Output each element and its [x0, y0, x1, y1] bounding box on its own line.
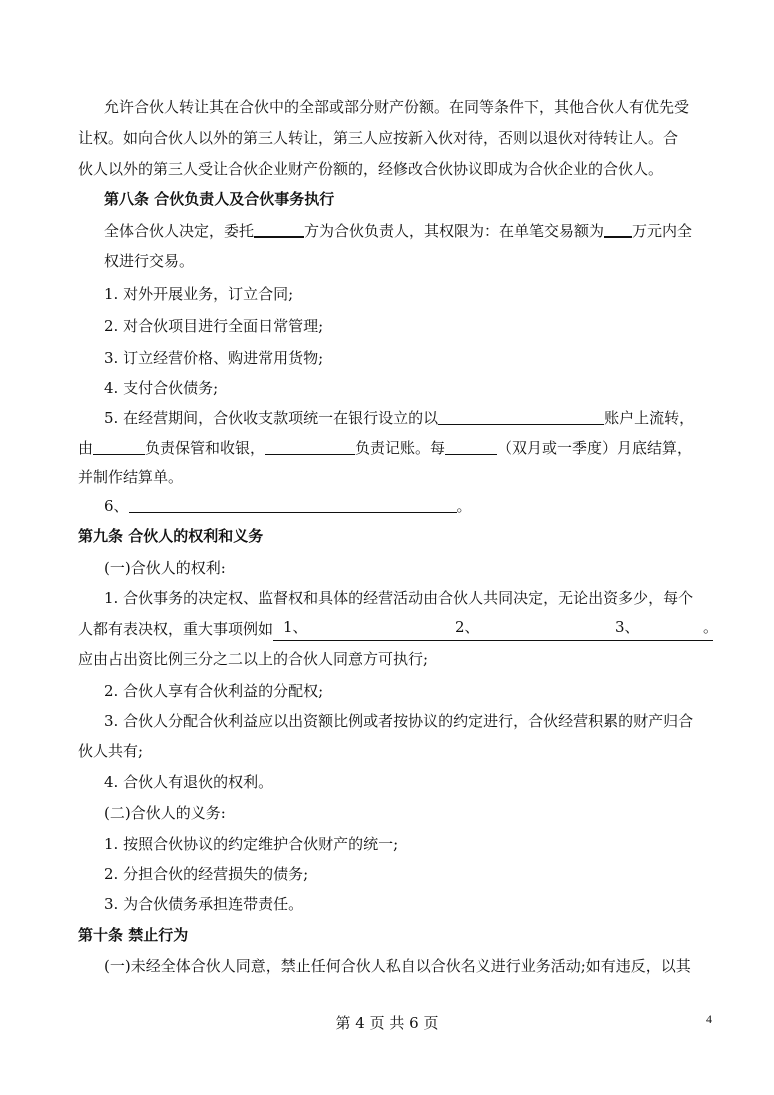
- paragraph-line: 允许合伙人转让其在合伙中的全部或部分财产份额。在同等条件下，其他合伙人有优先受: [104, 98, 690, 116]
- article-9-heading: 第九条 合伙人的权利和义务: [78, 527, 264, 545]
- list-item: 3. 合伙人分配合伙利益应以出资额比例或者按协议的约定进行，合伙经营积累的财产归合: [104, 712, 694, 730]
- text-segment: 。: [456, 497, 472, 515]
- blank-field[interactable]: [129, 496, 457, 513]
- list-item: 3. 订立经营价格、购进常用货物;: [104, 349, 324, 367]
- page-footer: 第 4 页 共 6 页: [335, 1014, 439, 1032]
- list-item: 3. 为合伙债务承担连带责任。: [104, 895, 304, 913]
- text-segment: 由: [78, 439, 94, 457]
- blank-field[interactable]: [265, 438, 355, 455]
- paragraph-line: 让权。如向合伙人以外的第三人转让，第三人应按新入伙对待，否则以退伙对待转让人。合: [78, 129, 679, 147]
- list-item: 4. 合伙人有退伙的权利。: [104, 773, 274, 791]
- subsection-heading: (二)合伙人的义务:: [104, 804, 226, 822]
- paragraph-line: 伙人以外的第三人受让合伙企业财产份额的，经修改合伙协议即成为合伙企业的合伙人。: [78, 160, 664, 178]
- text-segment: 人都有表决权，重大事项例如: [78, 620, 274, 638]
- list-item: [104, 496, 472, 516]
- list-item: 1. 按照合伙协议的约定维护合伙财产的统一;: [104, 835, 399, 853]
- blank-field[interactable]: [445, 438, 497, 455]
- text-segment: （双月或一季度）月底结算，: [497, 439, 693, 457]
- item-number: 1、: [283, 618, 308, 636]
- text-segment: 。: [703, 618, 719, 636]
- paragraph-line: [78, 438, 692, 458]
- text-segment: 5. 在经营期间，合伙收支款项统一在银行设立的以: [104, 409, 439, 427]
- list-item: 2. 合伙人享有合伙利益的分配权;: [104, 682, 324, 700]
- blank-field[interactable]: [604, 220, 632, 238]
- list-item: 2. 分担合伙的经营损失的债务;: [104, 865, 309, 883]
- paragraph-line: 伙人共有;: [78, 742, 144, 760]
- article-10-heading: 第十条 禁止行为: [78, 926, 189, 944]
- list-item: 4. 支付合伙债务;: [104, 379, 219, 397]
- list-item: [104, 408, 694, 428]
- item-number: 2、: [455, 618, 480, 636]
- list-item: 1. 对外开展业务，订立合同;: [104, 285, 294, 303]
- list-item: 2. 对合伙项目进行全面日常管理;: [104, 317, 324, 335]
- text-segment: 全体合伙人决定，委托: [104, 222, 255, 240]
- text-segment: 方为合伙负责人，其权限为：在单笔交易额为: [304, 222, 605, 240]
- major-items-blank[interactable]: [273, 618, 719, 641]
- paragraph-line: [104, 220, 692, 241]
- page-number: 4: [706, 1012, 712, 1026]
- subsection-heading: (一)合伙人的权利:: [104, 559, 226, 577]
- text-segment: 万元内全: [632, 222, 693, 240]
- text-segment: 负责保管和收银，: [145, 439, 266, 457]
- list-item: 1. 合伙事务的决定权、监督权和具体的经营活动由合伙人共同决定，无论出资多少，每个: [104, 589, 694, 607]
- blank-field[interactable]: [93, 438, 145, 455]
- paragraph-line: 权进行交易。: [104, 252, 195, 270]
- text-segment: 6、: [104, 497, 129, 515]
- paragraph-line: [78, 618, 719, 641]
- item-number: 3、: [615, 618, 640, 636]
- paragraph-line: (一)未经全体合伙人同意，禁止任何合伙人私自以合伙名义进行业务活动;如有违反，以其: [104, 957, 691, 975]
- text-segment: 负责记账。每: [355, 439, 446, 457]
- paragraph-line: 应由占出资比例三分之二以上的合伙人同意方可执行;: [78, 650, 429, 668]
- blank-field[interactable]: [438, 408, 604, 425]
- article-8-heading: 第八条 合伙负责人及合伙事务执行: [104, 190, 335, 208]
- paragraph-line: 并制作结算单。: [78, 468, 184, 486]
- text-segment: 账户上流转，: [604, 409, 695, 427]
- blank-field[interactable]: [254, 220, 304, 238]
